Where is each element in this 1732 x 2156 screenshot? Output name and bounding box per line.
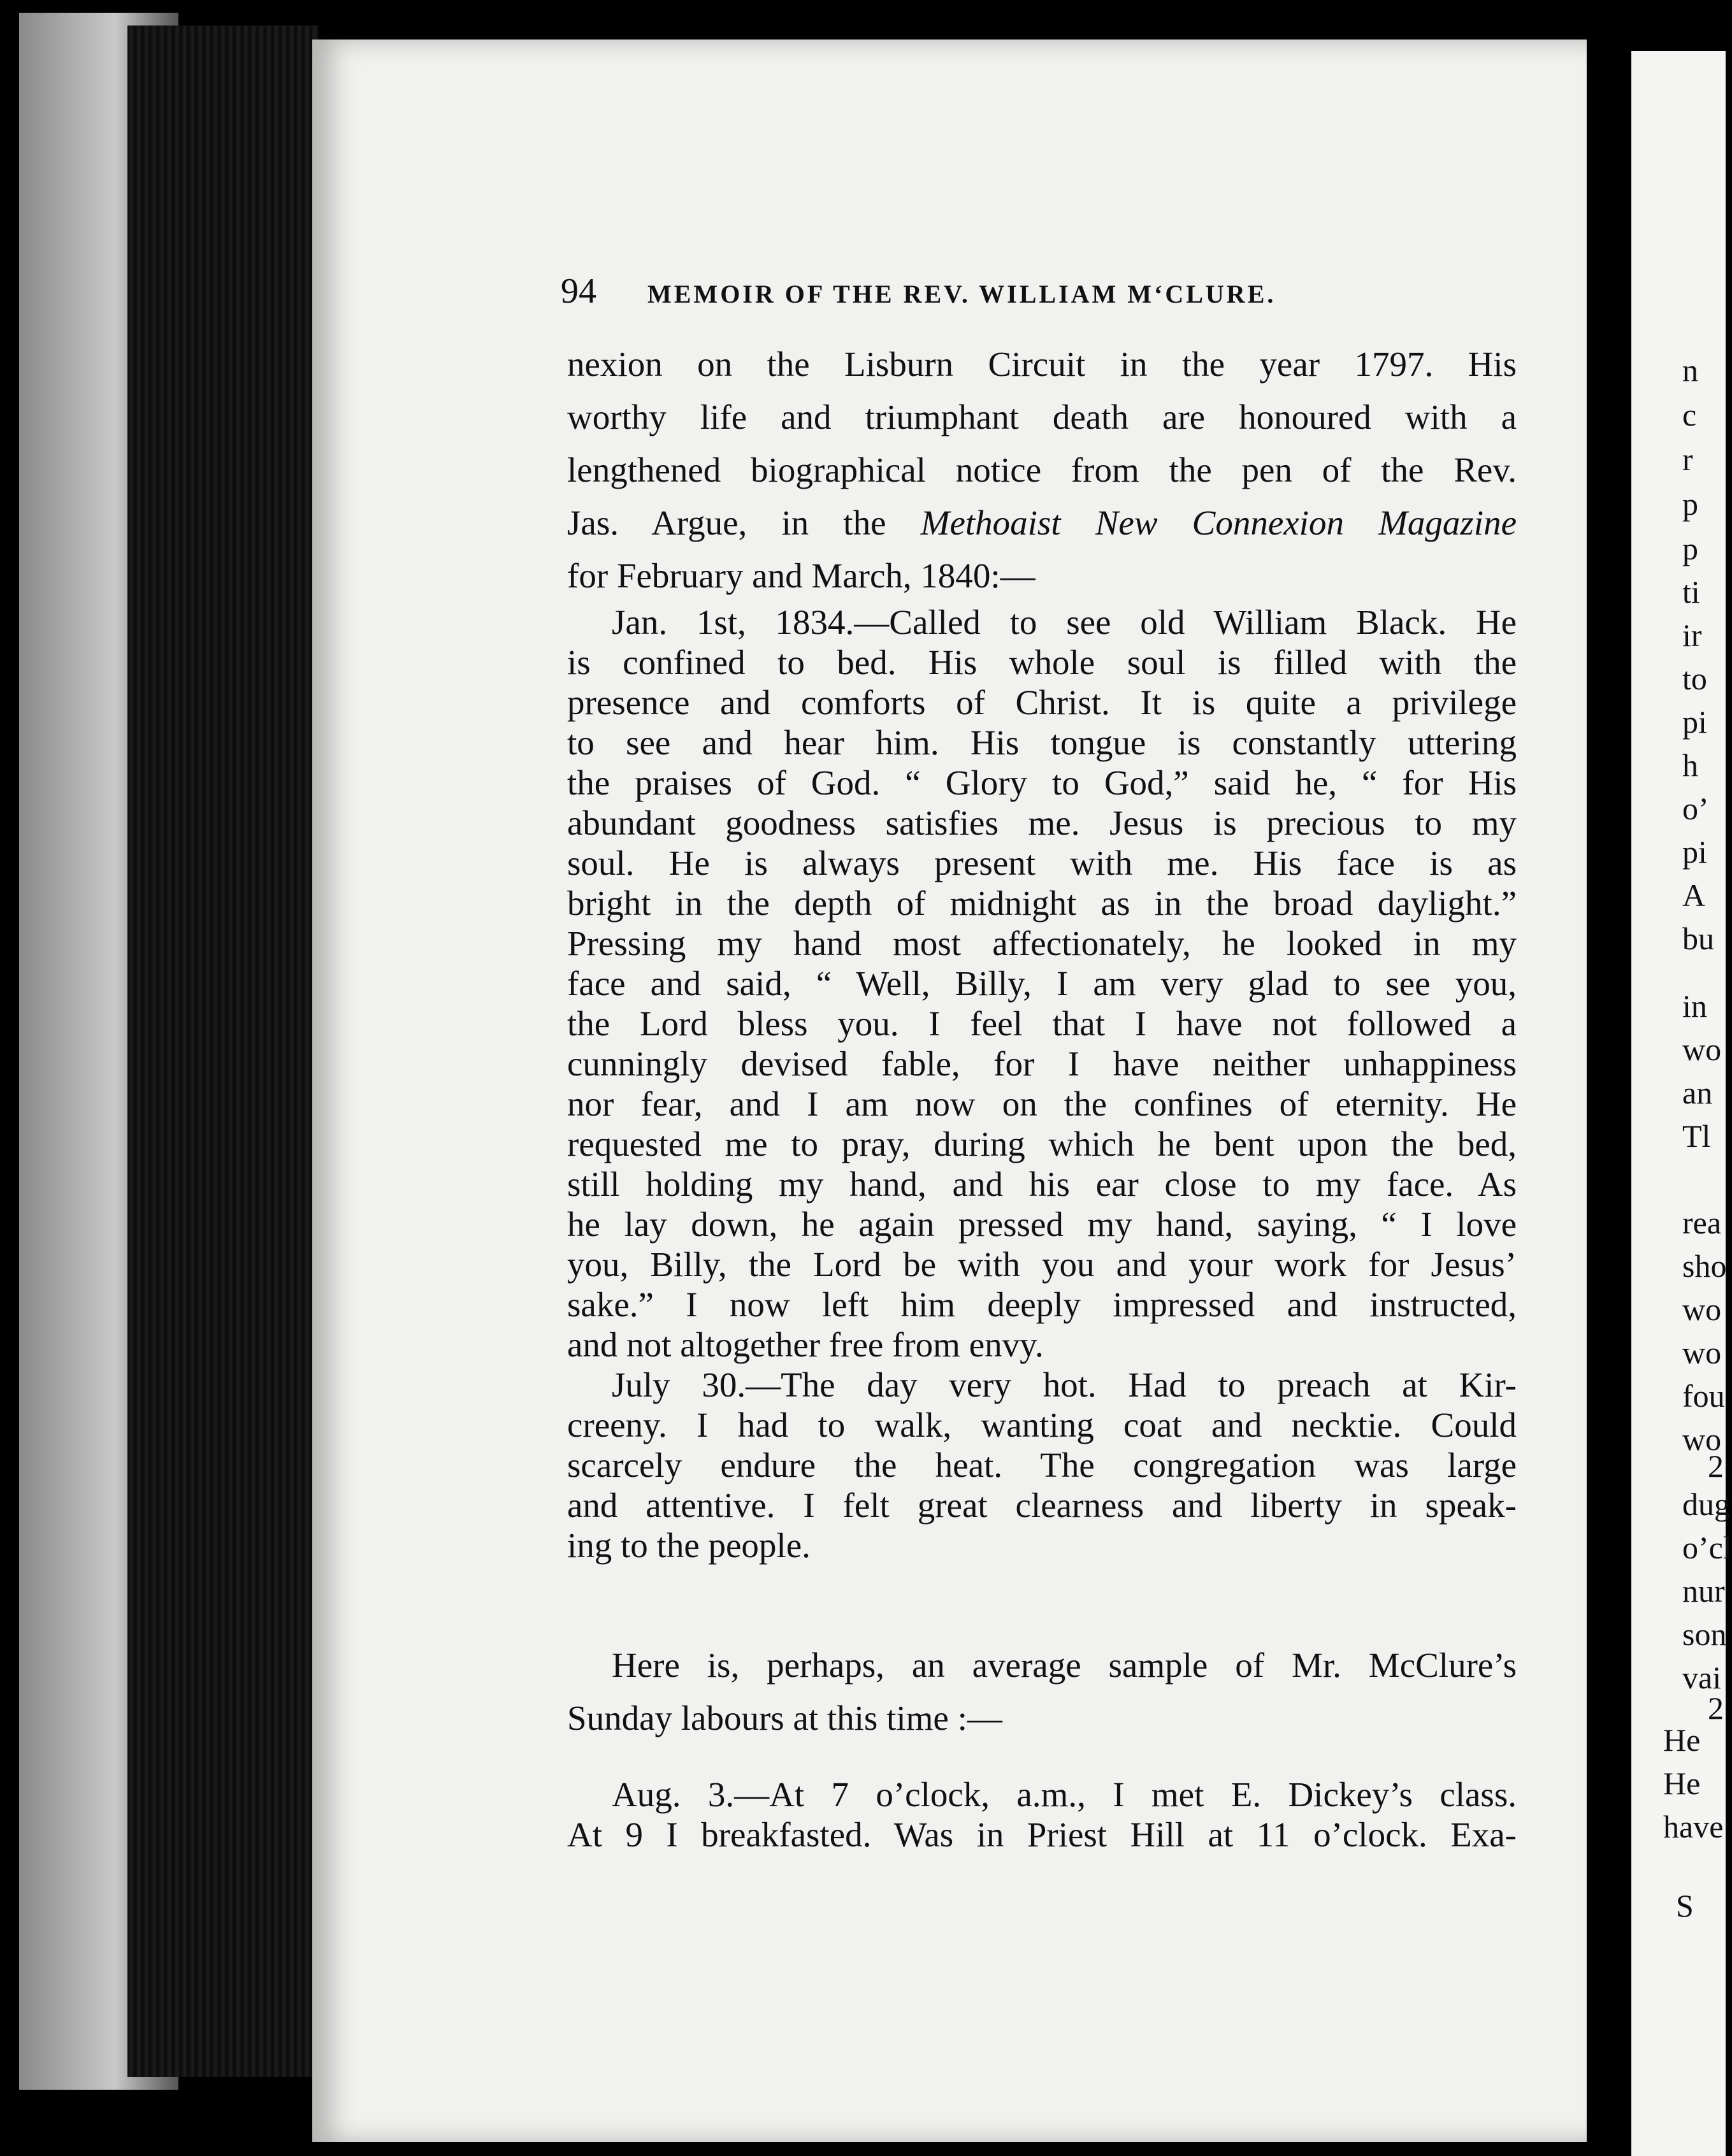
facing-fragment: o’cl	[1682, 1530, 1732, 1565]
text-line: and attentive. I felt great clearness and liberty in speak-	[567, 1486, 1517, 1525]
text-line: worthy life and triumphant death are honoured with a	[567, 398, 1517, 436]
page-number: 94	[561, 271, 596, 311]
text-line: At 9 I breakfasted. Was in Priest Hill at 11 o’clock. Exa-	[567, 1815, 1517, 1854]
intro-paragraph	[567, 338, 1517, 602]
text-line: creeny. I had to walk, wanting coat and necktie. Could	[567, 1405, 1517, 1444]
magazine-title: Methoaist New Connexion Magazine	[920, 503, 1517, 542]
facing-fragment: son	[1682, 1616, 1727, 1652]
text-line: nor fear, and I am now on the confines of eternity. He	[567, 1084, 1517, 1123]
facing-fragment: in	[1682, 988, 1707, 1024]
facing-fragment: p	[1682, 486, 1698, 522]
facing-fragment: fou	[1682, 1378, 1725, 1414]
text-line: scarcely endure the heat. The congregation was large	[567, 1446, 1517, 1484]
text-line: cunningly devised fable, for I have neither unhappiness	[567, 1044, 1517, 1083]
text-line: and not altogether free from envy.	[567, 1325, 1044, 1364]
facing-fragment: bu	[1682, 921, 1714, 956]
text-line: the Lord bless you. I feel that I have not followed a	[567, 1004, 1517, 1043]
facing-fragment: ti	[1682, 574, 1700, 610]
text-line: Sunday labours at this time :—	[567, 1699, 1002, 1737]
page-header	[561, 271, 1517, 312]
text-line: requested me to pray, during which he bent upon the bed,	[567, 1125, 1517, 1163]
text-line: abundant goodness satisfies me. Jesus is precious to my	[567, 803, 1517, 842]
facing-fragment: pi	[1682, 834, 1707, 870]
facing-fragment: nur	[1682, 1573, 1725, 1609]
text-line: sake.” I now left him deeply impressed and instructed,	[567, 1285, 1517, 1324]
diary-entry-jan	[567, 602, 1517, 1365]
text-line: face and said, “ Well, Billy, I am very glad to see you,	[567, 964, 1517, 1003]
text-line: still holding my hand, and his ear close to my face. As	[567, 1165, 1517, 1204]
facing-fragment: He	[1663, 1765, 1701, 1801]
facing-fragment: to	[1682, 661, 1707, 696]
facing-fragment: vai	[1682, 1660, 1722, 1695]
facing-fragment: dug	[1682, 1486, 1730, 1522]
facing-fragment: wo	[1682, 1291, 1722, 1327]
diary-entry-aug	[567, 1774, 1517, 1855]
facing-fragment: Tl	[1682, 1118, 1711, 1154]
facing-fragment: A	[1682, 877, 1706, 913]
facing-page	[1631, 51, 1732, 2156]
text-line: to see and hear him. His tongue is constantly uttering	[567, 723, 1517, 762]
facing-fragment: h	[1682, 747, 1698, 783]
text-line: for February and March, 1840:—	[567, 556, 1036, 595]
running-head: MEMOIR OF THE REV. WILLIAM M‘CLURE.	[647, 280, 1276, 308]
facing-fragment: o’	[1682, 791, 1709, 826]
facing-fragment: He	[1663, 1722, 1701, 1758]
text-line: Jan. 1st, 1834.—Called to see old William Black. He	[612, 603, 1517, 642]
facing-fragment: S	[1676, 1888, 1694, 1923]
facing-fragment: rea	[1682, 1205, 1722, 1240]
facing-fragment: 2	[1708, 1448, 1724, 1484]
diary-entry-july	[567, 1365, 1517, 1565]
text-line	[567, 496, 1517, 549]
text-line: you, Billy, the Lord be with you and your work for Jesus’	[567, 1245, 1517, 1284]
text-line: Here is, perhaps, an average sample of Mr. McClure’s	[612, 1646, 1517, 1685]
facing-fragment: p	[1682, 531, 1698, 566]
transition-paragraph	[567, 1639, 1517, 1744]
facing-fragment: wo	[1682, 1335, 1722, 1370]
facing-fragment: r	[1682, 442, 1693, 477]
facing-fragment: sho	[1682, 1248, 1727, 1284]
facing-fragment: wo	[1682, 1031, 1722, 1067]
book-page-edges	[127, 25, 319, 2077]
text-fragment: Jas. Argue, in the	[567, 503, 921, 542]
facing-fragment: 2	[1708, 1690, 1724, 1726]
facing-fragment: wo	[1682, 1421, 1722, 1457]
facing-fragment: an	[1682, 1075, 1713, 1110]
text-line: ing to the people.	[567, 1526, 811, 1565]
facing-fragment: c	[1682, 397, 1697, 433]
text-line: nexion on the Lisburn Circuit in the year 1797. His	[567, 345, 1517, 384]
facing-fragment: n	[1682, 352, 1698, 388]
text-line: Aug. 3.—At 7 o’clock, a.m., I met E. Dickey’s class.	[612, 1775, 1517, 1814]
facing-fragment: ir	[1682, 617, 1702, 653]
text-line: the praises of God. “ Glory to God,” said he, “ for His	[567, 763, 1517, 802]
text-line: is confined to bed. His whole soul is filled with the	[567, 643, 1517, 682]
text-line: soul. He is always present with me. His face is as	[567, 844, 1517, 882]
facing-fragment: have	[1663, 1809, 1724, 1844]
text-line: bright in the depth of midnight as in the broad daylight.”	[567, 884, 1517, 923]
text-line: Pressing my hand most affectionately, he looked in my	[567, 924, 1517, 963]
text-line: presence and comforts of Christ. It is quite a privilege	[567, 683, 1517, 722]
text-line: he lay down, he again pressed my hand, saying, “ I love	[567, 1205, 1517, 1244]
text-line: lengthened biographical notice from the pen of the Rev.	[567, 450, 1517, 489]
text-line: July 30.—The day very hot. Had to preach at Kir-	[612, 1365, 1517, 1404]
facing-fragment: pi	[1682, 704, 1707, 740]
